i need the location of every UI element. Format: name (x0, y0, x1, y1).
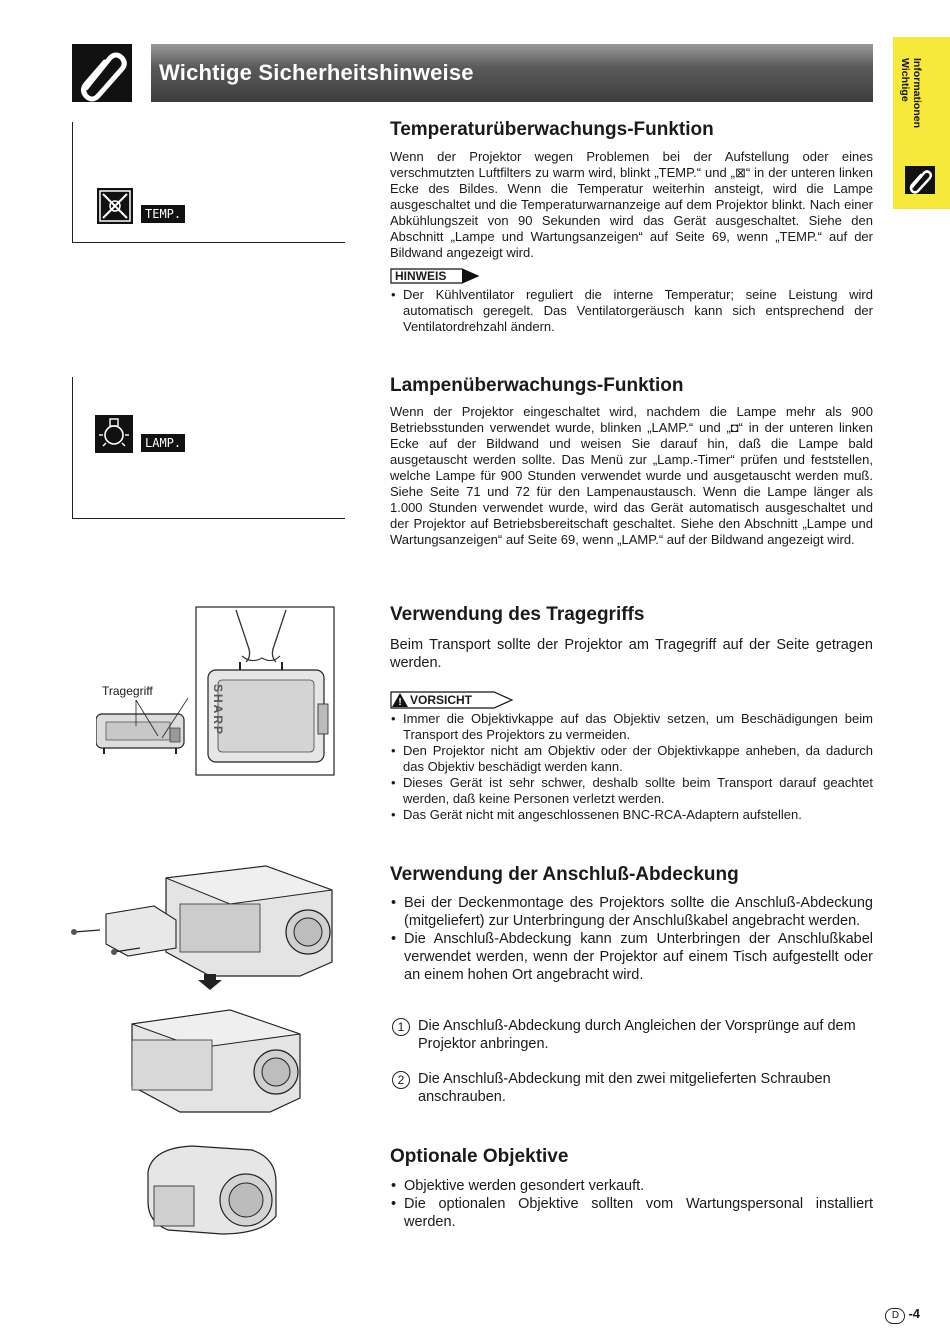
handle-body: Beim Transport sollte der Projektor am Tragegriff auf der Seite getragen werden. (390, 637, 873, 671)
paperclip-icon (905, 166, 935, 194)
list-item: • Immer die Objektivkappe auf das Objektiv setzen, um Beschädigungen beim Transport des Projektors zu vermeiden. (390, 711, 873, 743)
list-item: • Die optionalen Objektive sollten vom Wartungspersonal installiert werden. (390, 1195, 873, 1231)
handle-heading: Verwendung des Tragegriffs (390, 604, 645, 625)
list-item: • Dieses Gerät ist sehr schwer, deshalb sollte beim Transport darauf geachtet werden, daß keine Personen verletzt werden. (390, 775, 873, 807)
page-title: Wichtige Sicherheitshinweise (159, 60, 474, 85)
list-item: • Der Kühlventilator reguliert die interne Temperatur; seine Leistung wird automatisch geregelt. Das Ventilatorgeräusch kann sich entsprechend der Ventilatordrehzahl ändern. (390, 287, 873, 335)
vorsicht-tag: ! VORSICHT (390, 691, 514, 709)
lenses-heading: Optionale Objektive (390, 1146, 569, 1167)
connector-cover-figure (70, 858, 350, 1120)
lamp-warning-icon (95, 415, 133, 453)
lenses-list (390, 1177, 873, 1231)
hinweis-tag: HINWEIS (390, 268, 480, 284)
side-tab-label: Wichtige Informationen (899, 58, 923, 128)
svg-text:!: ! (398, 697, 402, 708)
temp-heading: Temperaturüberwachungs-Funktion (390, 119, 714, 140)
lens-figure (142, 1142, 282, 1236)
cover-step-1: 1 Die Anschluß-Abdeckung durch Angleichen der Vorsprünge auf dem Projektor anbringen. (390, 1017, 873, 1053)
cover-heading: Verwendung der Anschluß-Abdeckung (390, 864, 739, 885)
page-number: D -4 (885, 1306, 920, 1324)
list-item: • Die Anschluß-Abdeckung kann zum Unterbringen der Anschlußkabel verwendet werden, wenn der Projektor auf einem Tisch aufgestellt oder an einem hohen Ort angebracht wird. (390, 930, 873, 984)
lamp-body: Wenn der Projektor eingeschaltet wird, nachdem die Lampe mehr als 900 Betriebsstunden verwendet wurde, blinken „LAMP.“ und „◘“ in der unteren linken Ecke auf der Bildwand und weisen Sie darauf hin, daß die Lampe bald ausgetauscht werden sollte. Das Menü zur „Lamp.-Timer“ prüfen und feststellen, welche Lampe für 900 Stunden verwendet wurde und ausgetauscht werden muß. Siehe Seite 71 und 72 für den Lampenaustausch. Wenn die Lampe länger als 1.000 Stunden verwendet wurde, wird das Gerät automatisch ausgeschaltet und der Projektor auf Betriebsbereitschaft geschaltet. Siehe den Abschnitt „Lampe und Wartungsanzeigen“ auf Seite 69, wenn „LAMP.“ auf der Bildwand angezeigt wird. (390, 404, 873, 547)
language-badge: D (885, 1308, 905, 1324)
carrying-handle-figure (96, 606, 336, 776)
list-item: • Das Gerät nicht mit angeschlossenen BNC-RCA-Adaptern aufstellen. (390, 807, 873, 823)
temp-note-list (390, 287, 873, 335)
lamp-heading: Lampenüberwachungs-Funktion (390, 375, 684, 396)
lamp-lcd-label: LAMP. (141, 434, 185, 452)
paperclip-icon (72, 44, 132, 102)
caution-list (390, 711, 873, 823)
cover-list (390, 894, 873, 984)
temp-lcd-label: TEMP. (141, 205, 185, 223)
list-item: • Bei der Deckenmontage des Projektors sollte die Anschluß-Abdeckung (mitgeliefert) zur Unterbringung der Anschlußkabel angebracht werden. (390, 894, 873, 930)
temp-body: Wenn der Projektor wegen Problemen bei der Aufstellung oder eines verschmutzten Luftfilters zu warm wird, blinkt „TEMP.“ und „⊠“ in der unteren linken Ecke des Bildes. Wenn die Temperatur weiterhin ansteigt, wird die Lampe ausgeschaltet und die Temperaturwarnanzeige auf dem Projektor blinkt. Nach einer Abkühlungszeit von 90 Sekunden wird das Gerät ausgeschaltet. Siehe den Abschnitt „Lampe und Wartungsanzeigen“ auf Seite 69, wenn „TEMP.“ auf der Bildwand angezeigt wird. (390, 149, 873, 260)
list-item: • Den Projektor nicht am Objektiv oder der Objektivkappe anheben, da dadurch das Objektiv beschädigt werden kann. (390, 743, 873, 775)
temp-figure-frame (72, 122, 345, 243)
list-item: • Objektive werden gesondert verkauft. (390, 1177, 873, 1195)
cover-step-2: 2 Die Anschluß-Abdeckung mit den zwei mitgelieferten Schrauben anschrauben. (390, 1070, 873, 1106)
brand-logo: SHARP (211, 684, 225, 737)
temperature-warning-icon (97, 188, 133, 224)
handle-figure-label: Tragegriff (102, 684, 153, 698)
